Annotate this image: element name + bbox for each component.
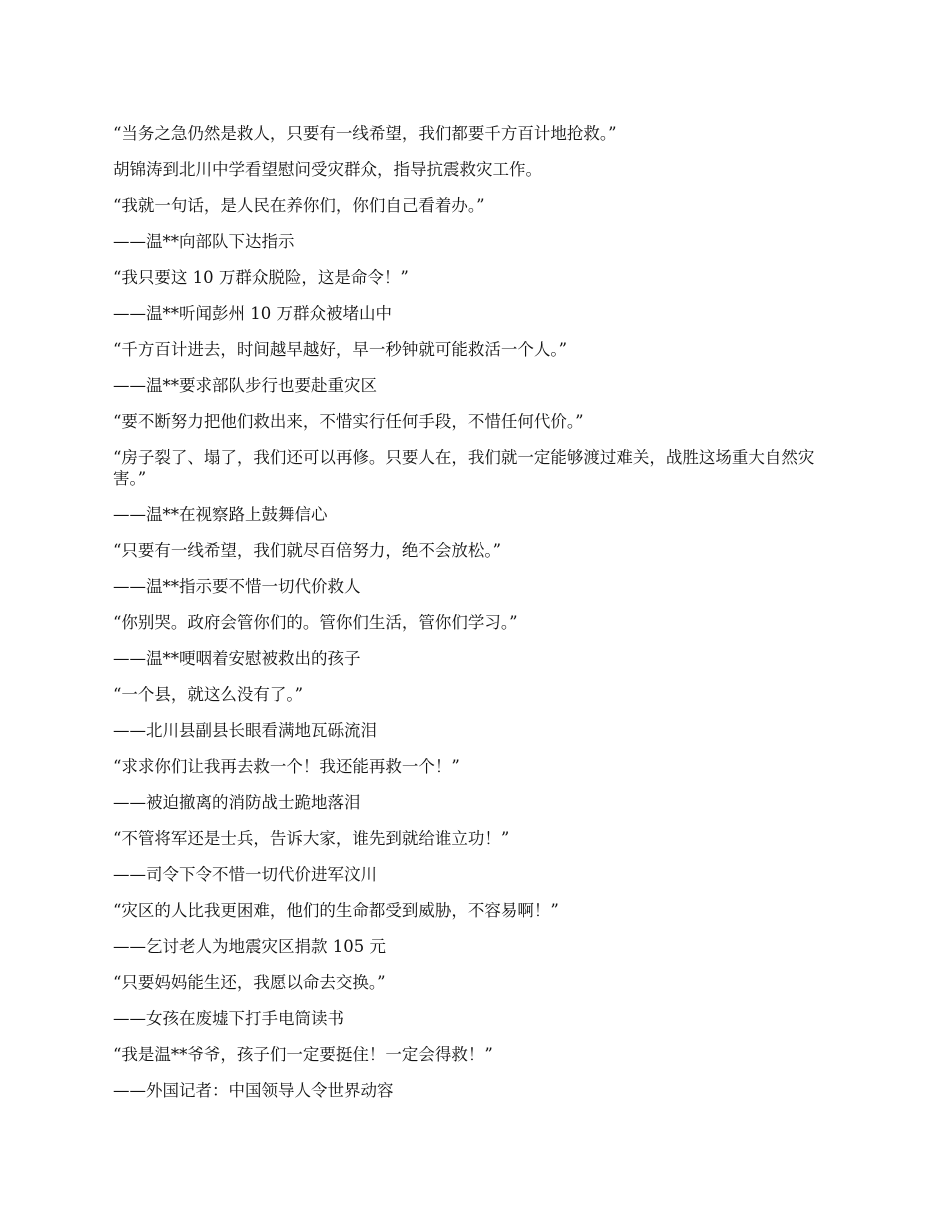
- quote-paragraph: “我只要这 10 万群众脱险，这是命令！”: [113, 268, 409, 287]
- attribution-line: ——温**向部队下达指示: [113, 232, 295, 251]
- attribution-line: ——温**听闻彭州 10 万群众被堵山中: [113, 304, 392, 323]
- quote-paragraph: “只要妈妈能生还，我愿以命去交换。”: [113, 973, 386, 992]
- quote-paragraph: “当务之急仍然是救人，只要有一线希望，我们都要千方百计地抢救。”: [113, 124, 617, 143]
- quote-paragraph: “一个县，就这么没有了。”: [113, 685, 304, 704]
- quote-paragraph: “求求你们让我再去救一个！我还能再救一个！”: [113, 757, 460, 776]
- attribution-line: ——乞讨老人为地震灾区捐款 105 元: [113, 937, 386, 956]
- document-body: [113, 123, 833, 1116]
- attribution-line: ——被迫撤离的消防战士跪地落泪: [113, 793, 361, 812]
- quote-paragraph: “千方百计进去，时间越早越好，早一秒钟就可能救活一个人。”: [113, 340, 568, 359]
- attribution-line: ——司令下令不惜一切代价进军汶川: [113, 865, 377, 884]
- attribution-line: ——温**要求部队步行也要赴重灾区: [113, 376, 377, 395]
- quote-paragraph: “只要有一线希望，我们就尽百倍努力，绝不会放松。”: [113, 541, 502, 560]
- quote-paragraph: “我就一句话，是人民在养你们，你们自己看着办。”: [113, 196, 485, 215]
- body-paragraph: 胡锦涛到北川中学看望慰问受灾群众，指导抗震救灾工作。: [113, 160, 542, 179]
- quote-paragraph: “你别哭。政府会管你们的。管你们生活，管你们学习。”: [113, 613, 518, 632]
- quote-paragraph: “灾区的人比我更困难，他们的生命都受到威胁，不容易啊！”: [113, 901, 559, 920]
- attribution-line: ——温**指示要不惜一切代价救人: [113, 577, 361, 596]
- attribution-line: ——北川县副县长眼看满地瓦砾流泪: [113, 721, 377, 740]
- quote-paragraph: “我是温**爷爷，孩子们一定要挺住！一定会得救！”: [113, 1045, 493, 1064]
- quote-paragraph: “要不断努力把他们救出来，不惜实行任何手段，不惜任何代价。”: [113, 412, 584, 431]
- quote-paragraph: “房子裂了、塌了，我们还可以再修。只要人在，我们就一定能够渡过难关，战胜这场重大自然灾害。”: [113, 448, 815, 488]
- quote-paragraph: “不管将军还是士兵，告诉大家，谁先到就给谁立功！”: [113, 829, 510, 848]
- attribution-line: ——温**在视察路上鼓舞信心: [113, 505, 328, 524]
- attribution-line: ——温**哽咽着安慰被救出的孩子: [113, 649, 361, 668]
- attribution-line: ——外国记者：中国领导人令世界动容: [113, 1081, 394, 1100]
- attribution-line: ——女孩在废墟下打手电筒读书: [113, 1009, 344, 1028]
